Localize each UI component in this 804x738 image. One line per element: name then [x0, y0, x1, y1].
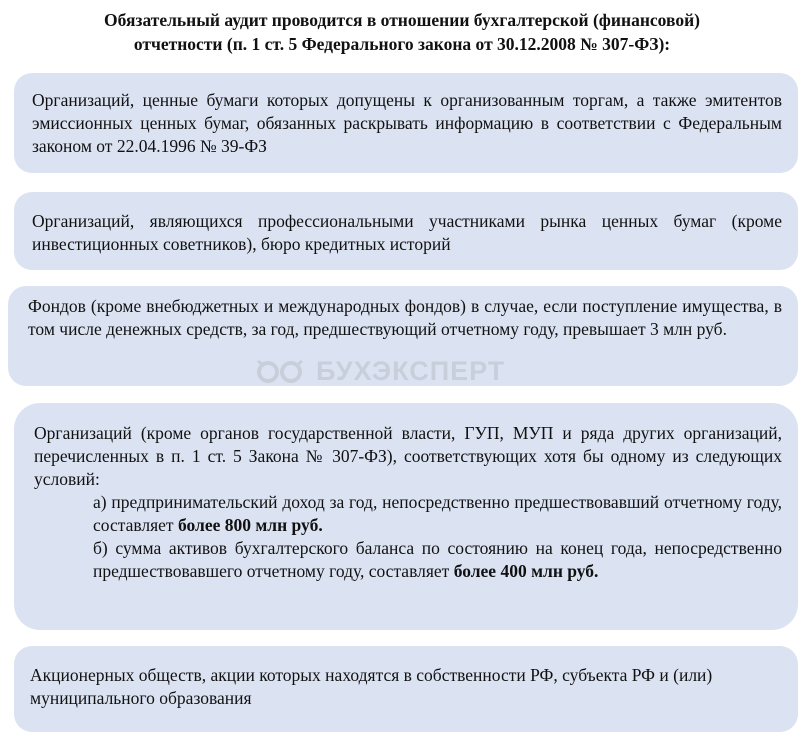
- audit-criterion-box-organizations: [14, 403, 798, 630]
- condition-b: [34, 537, 782, 583]
- condition-a: [34, 491, 782, 537]
- condition-b-text: б) сумма активов бухгалтерского баланса по состоянию на конец года, непосредственно предшествовавшего отчетному году, составляет: [93, 538, 782, 581]
- condition-a-text: а) предпринимательский доход за год, непосредственно предшествовавший отчетному году, составляет: [93, 492, 782, 535]
- condition-a-threshold: более 800 млн руб.: [177, 515, 323, 535]
- watermark: [254, 356, 505, 387]
- bukhexpert-logo-icon: [254, 359, 306, 385]
- watermark-text: БУХЭКСПЕРТ: [316, 356, 506, 386]
- audit-criterion-box-securities: [14, 73, 798, 173]
- criterion-intro-text: Организаций (кроме органов государственной власти, ГУП, МУП и ряда других организаций, перечисленных в п. 1 ст. 5 Закона № 307-ФЗ), соответствующих хотя бы одному из следующих условий:: [34, 423, 782, 489]
- page-title-line-1: Обязательный аудит проводится в отношении бухгалтерской (финансовой): [104, 10, 700, 30]
- criterion-text: Организаций, ценные бумаги которых допущены к организованным торгам, а также эмитентов эмиссионных ценных бумаг, обязанных раскрывать информацию в соответствии с Федеральным законом от 22.04.1996 № 39-ФЗ: [32, 90, 782, 156]
- criterion-text: Фондов (кроме внебюджетных и международных фондов) в случае, если поступление имущества, в том числе денежных средств, за год, предшествующий отчетному году, превышает 3 млн руб.: [28, 296, 782, 339]
- audit-criterion-box-joint-stock: [14, 646, 798, 732]
- audit-criterion-box-market-participants: [14, 192, 798, 270]
- page-title-line-2: отчетности (п. 1 ст. 5 Федерального закона от 30.12.2008 № 307-ФЗ):: [133, 34, 671, 54]
- criterion-text: Акционерных обществ, акции которых находятся в собственности РФ, субъекта РФ и (или) муниципального образования: [30, 665, 713, 708]
- page-title: [20, 8, 784, 56]
- criterion-text: Организаций, являющихся профессиональными участниками рынка ценных бумаг (кроме инвестиционных советников), бюро кредитных историй: [32, 211, 782, 254]
- condition-b-threshold: более 400 млн руб.: [453, 561, 599, 581]
